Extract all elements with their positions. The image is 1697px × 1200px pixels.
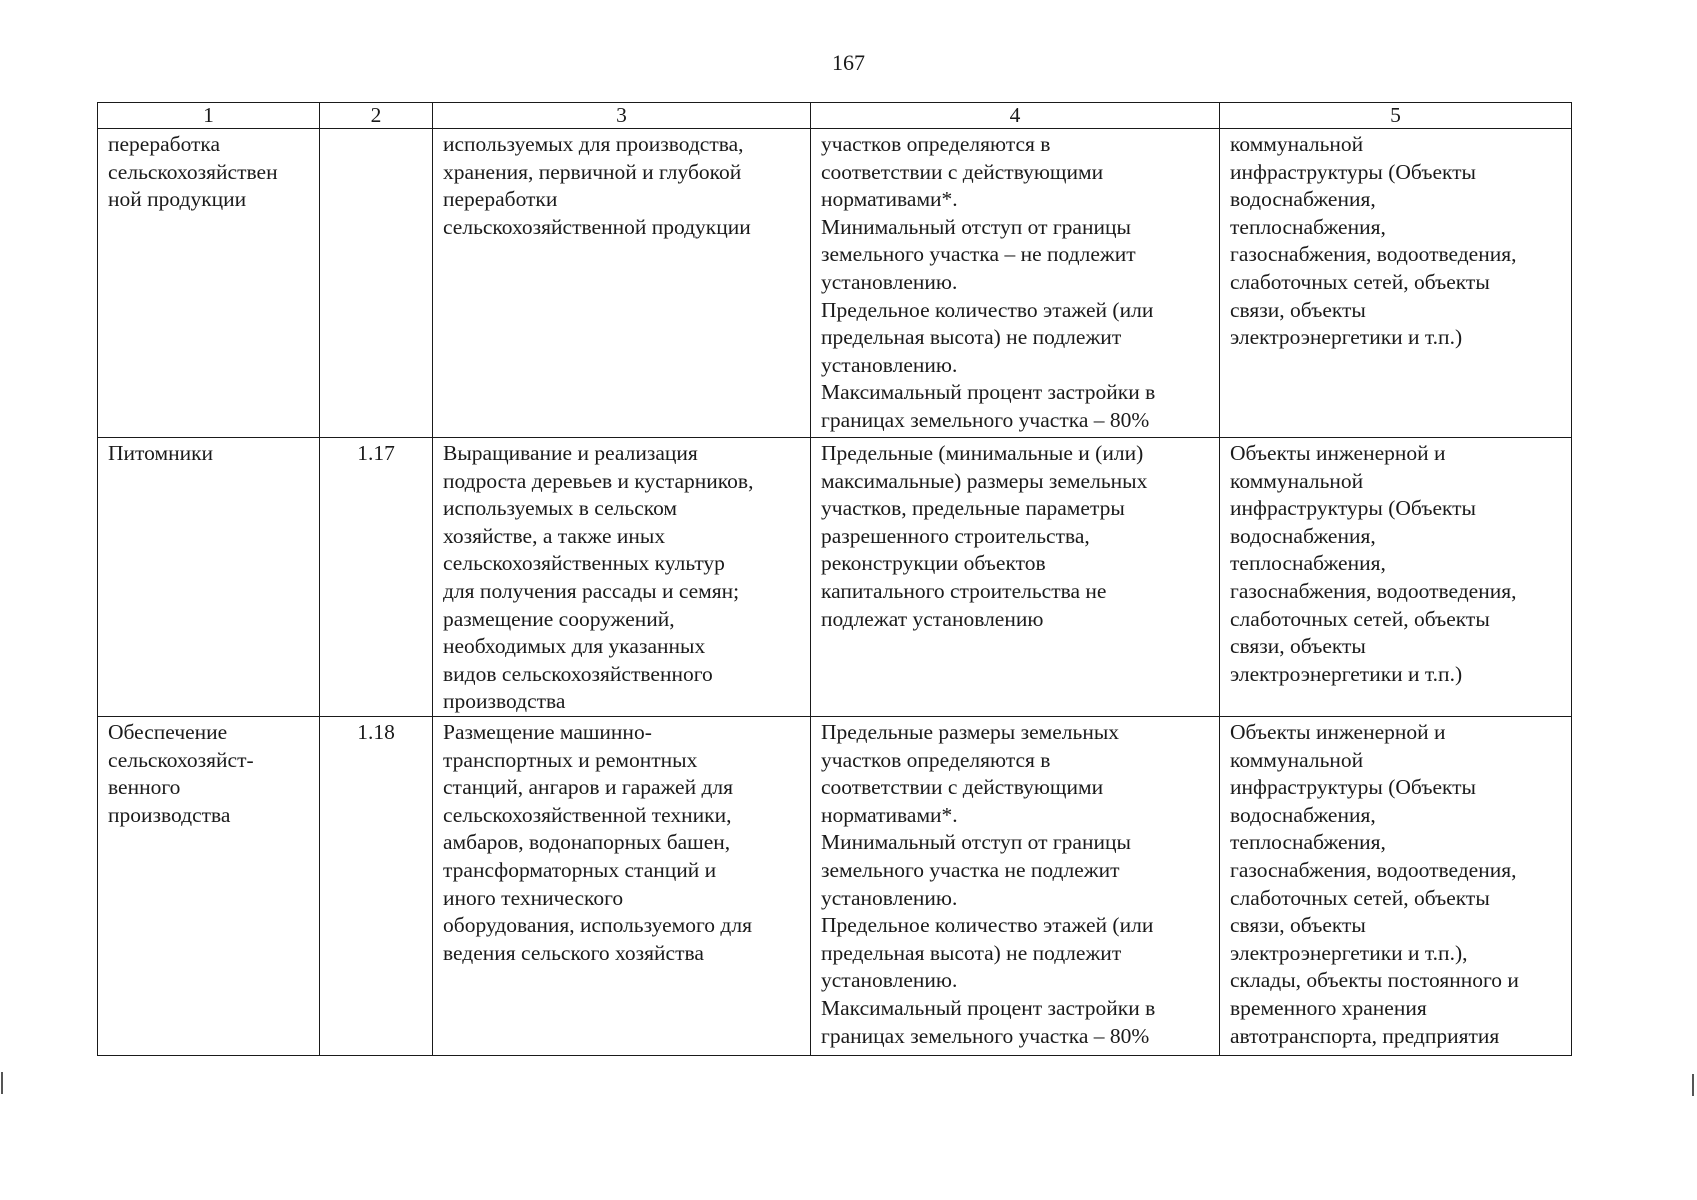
row-use-name	[98, 438, 320, 717]
row-use-description	[433, 717, 811, 1056]
row-use-name-text: Обеспечение сельскохозяйст- венного производства	[108, 720, 254, 827]
row-use-auxiliary	[1220, 717, 1572, 1056]
scan-edge-mark-right	[1692, 1074, 1694, 1096]
row-use-code	[320, 438, 433, 717]
row-use-name	[98, 129, 320, 438]
scan-edge-mark-left	[1, 1072, 3, 1094]
row-use-auxiliary-text: Объекты инженерной и коммунальной инфраструктуры (Объекты водоснабжения, теплоснабжения, газоснабжения, водоотведения, слаботочных сетей, объекты связи, объекты электроэнергетики и т.п.), склады, объекты постоянного и временного хранения автотранспорта, предприятия	[1230, 720, 1519, 1048]
header-row	[98, 103, 1572, 129]
row-use-description-text: Выращивание и реализация подроста деревьев и кустарников, используемых в сельском хозяйстве, а также иных сельскохозяйственных культур для получения рассады и семян; размещение сооружений, необходимых для указанных видов сельскохозяйственного производства	[443, 441, 754, 714]
row-use-code	[320, 129, 433, 438]
row-use-name	[98, 717, 320, 1056]
row-use-description	[433, 129, 811, 438]
row-use-auxiliary-text: коммунальной инфраструктуры (Объекты водоснабжения, теплоснабжения, газоснабжения, водоотведения, слаботочных сетей, объекты связи, объекты электроэнергетики и т.п.)	[1230, 132, 1517, 350]
row-use-parameters	[811, 717, 1220, 1056]
row-use-code	[320, 717, 433, 1056]
row-use-auxiliary	[1220, 129, 1572, 438]
table-row	[98, 438, 1572, 717]
header-col-3: 3	[433, 103, 811, 129]
row-use-description	[433, 438, 811, 717]
header-col-2: 2	[320, 103, 433, 129]
header-col-4: 4	[811, 103, 1220, 129]
row-use-parameters-text: участков определяются в соответствии с действующими нормативами*. Минимальный отступ от границы земельного участка – не подлежит установлению. Предельное количество этажей (или предельная высота) не подлежит установлению. Максимальный процент застройки в границах земельного участка – 80%	[821, 132, 1156, 432]
row-use-description-text: используемых для производства, хранения, первичной и глубокой переработки сельскохозяйственной продукции	[443, 132, 751, 239]
row-use-name-text: переработка сельскохозяйствен ной продукции	[108, 132, 278, 212]
page-number: 167	[832, 50, 865, 75]
row-use-parameters	[811, 438, 1220, 717]
table-row	[98, 129, 1572, 438]
row-use-description-text: Размещение машинно- транспортных и ремонтных станций, ангаров и гаражей для сельскохозяйственной техники, амбаров, водонапорных башен, трансформаторных станций и иного технического оборудования, используемого для ведения сельского хозяйства	[443, 720, 752, 965]
row-use-parameters-text: Предельные размеры земельных участков определяются в соответствии с действующими нормативами*. Минимальный отступ от границы земельного участка не подлежит установлению. Предельное количество этажей (или предельная высота) не подлежит установлению. Максимальный процент застройки в границах земельного участка – 80%	[821, 720, 1156, 1048]
row-use-auxiliary	[1220, 438, 1572, 717]
land-use-table	[97, 102, 1572, 1056]
row-use-parameters	[811, 129, 1220, 438]
header-col-1: 1	[98, 103, 320, 129]
row-use-auxiliary-text: Объекты инженерной и коммунальной инфраструктуры (Объекты водоснабжения, теплоснабжения, газоснабжения, водоотведения, слаботочных сетей, объекты связи, объекты электроэнергетики и т.п.)	[1230, 441, 1517, 686]
row-use-parameters-text: Предельные (минимальные и (или) максимальные) размеры земельных участков, предельные параметры разрешенного строительства, реконструкции объектов капитального строительства не подлежат установлению	[821, 441, 1148, 631]
table-row	[98, 717, 1572, 1056]
header-col-5: 5	[1220, 103, 1572, 129]
row-use-name-text: Питомники	[108, 441, 214, 465]
row-use-code-text: 1.17	[357, 441, 395, 465]
row-use-code-text: 1.18	[357, 720, 395, 744]
